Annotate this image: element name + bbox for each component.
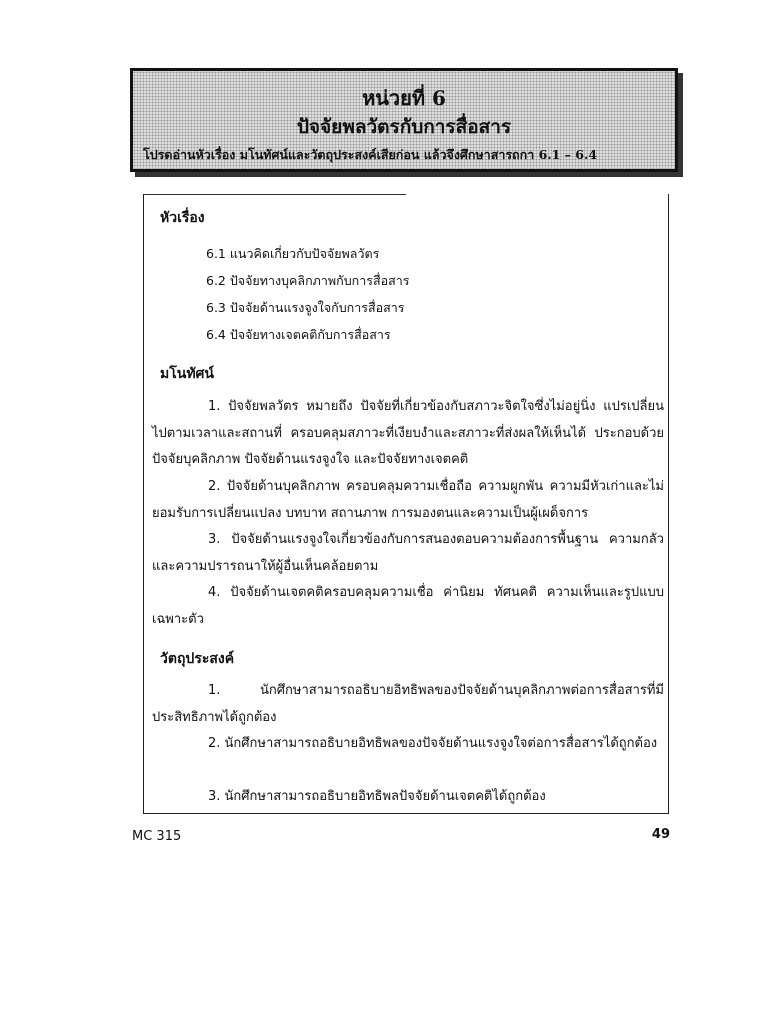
concept-item: 4. ปัจจัยด้านเจตคติครอบคลุมความเชื่อ ค่านิยม ทัศนคติ ความเห็นและรูปแบบเฉพาะตัว [152,585,664,627]
topic-item: 6.2 ปัจจัยทางบุคลิกภาพกับการสื่อสาร [206,273,410,288]
page-number: 49 [651,827,670,842]
unit-subtitle: ปัจจัยพลวัตรกับการสื่อสาร [296,116,512,138]
unit-title: หน่วยที่ 6 [362,86,446,110]
objective-item: 3. นักศึกษาสามารถอธิบายอิทธิพลปัจจัยด้านเจตคติได้ถูกต้อง [208,789,546,804]
topic-item: 6.1 แนวคิดเกี่ยวกับปัจจัยพลวัตร [206,246,380,261]
concept-item: 1. ปัจจัยพลวัตร หมายถึง ปัจจัยที่เกี่ยวข้องกับสภาวะจิตใจซึ่งไม่อยู่นิ่ง แปรเปลี่ยนไปตามเวลาและสถานที่ ครอบคลุมสภาวะที่เงียบงำและสภาวะที่ส่งผลให้เห็นได้ ประกอบด้วยปัจจัยบุคลิกภาพ ปัจจัยด้านแรงจูงใจ และปัจจัยทางเจตคติ [152,399,664,467]
topic-item: 6.4 ปัจจัยทางเจตคติกับการสื่อสาร [206,327,391,342]
content-frame [143,194,669,814]
objective-item: 2. นักศึกษาสามารถอธิบายอิทธิพลของปัจจัยด้านแรงจูงใจต่อการสื่อสารได้ถูกต้อง [208,736,658,751]
topic-item: 6.3 ปัจจัยด้านแรงจูงใจกับการสื่อสาร [206,300,405,315]
objectives-heading: วัตถุประสงค์ [160,651,235,667]
unit-header-banner [130,68,678,172]
concepts-heading: มโนทัศน์ [160,366,215,382]
concept-item: 2. ปัจจัยด้านบุคลิกภาพ ครอบคลุมความเชื่อถือ ความผูกพัน ความมีหัวเก่าและไม่ยอมรับการเปลี่ยนแปลง บทบาท สถานภาพ การมองตนและความเป็นผู้เผด็จการ [152,479,664,521]
course-code: MC 315 [132,829,182,844]
objective-item: 1. นักศึกษาสามารถอธิบายอิทธิพลของปัจจัยด้านบุคลิกภาพต่อการสื่อสารที่มีประสิทธิภาพได้ถูกต้อง [152,683,664,725]
concept-item: 3. ปัจจัยด้านแรงจูงใจเกี่ยวข้องกับการสนองตอบความต้องการพื้นฐาน ความกลัวและความปรารถนาให้ผู้อื่นเห็นคล้อยตาม [152,532,664,574]
top-divider [144,194,406,195]
unit-instruction: โปรดอ่านหัวเรื่อง มโนทัศน์และวัตถุประสงค์เสียก่อน แล้วจึงศึกษาสารถกา 6.1 – 6.4 [143,147,598,162]
topics-heading: หัวเรื่อง [160,210,205,226]
